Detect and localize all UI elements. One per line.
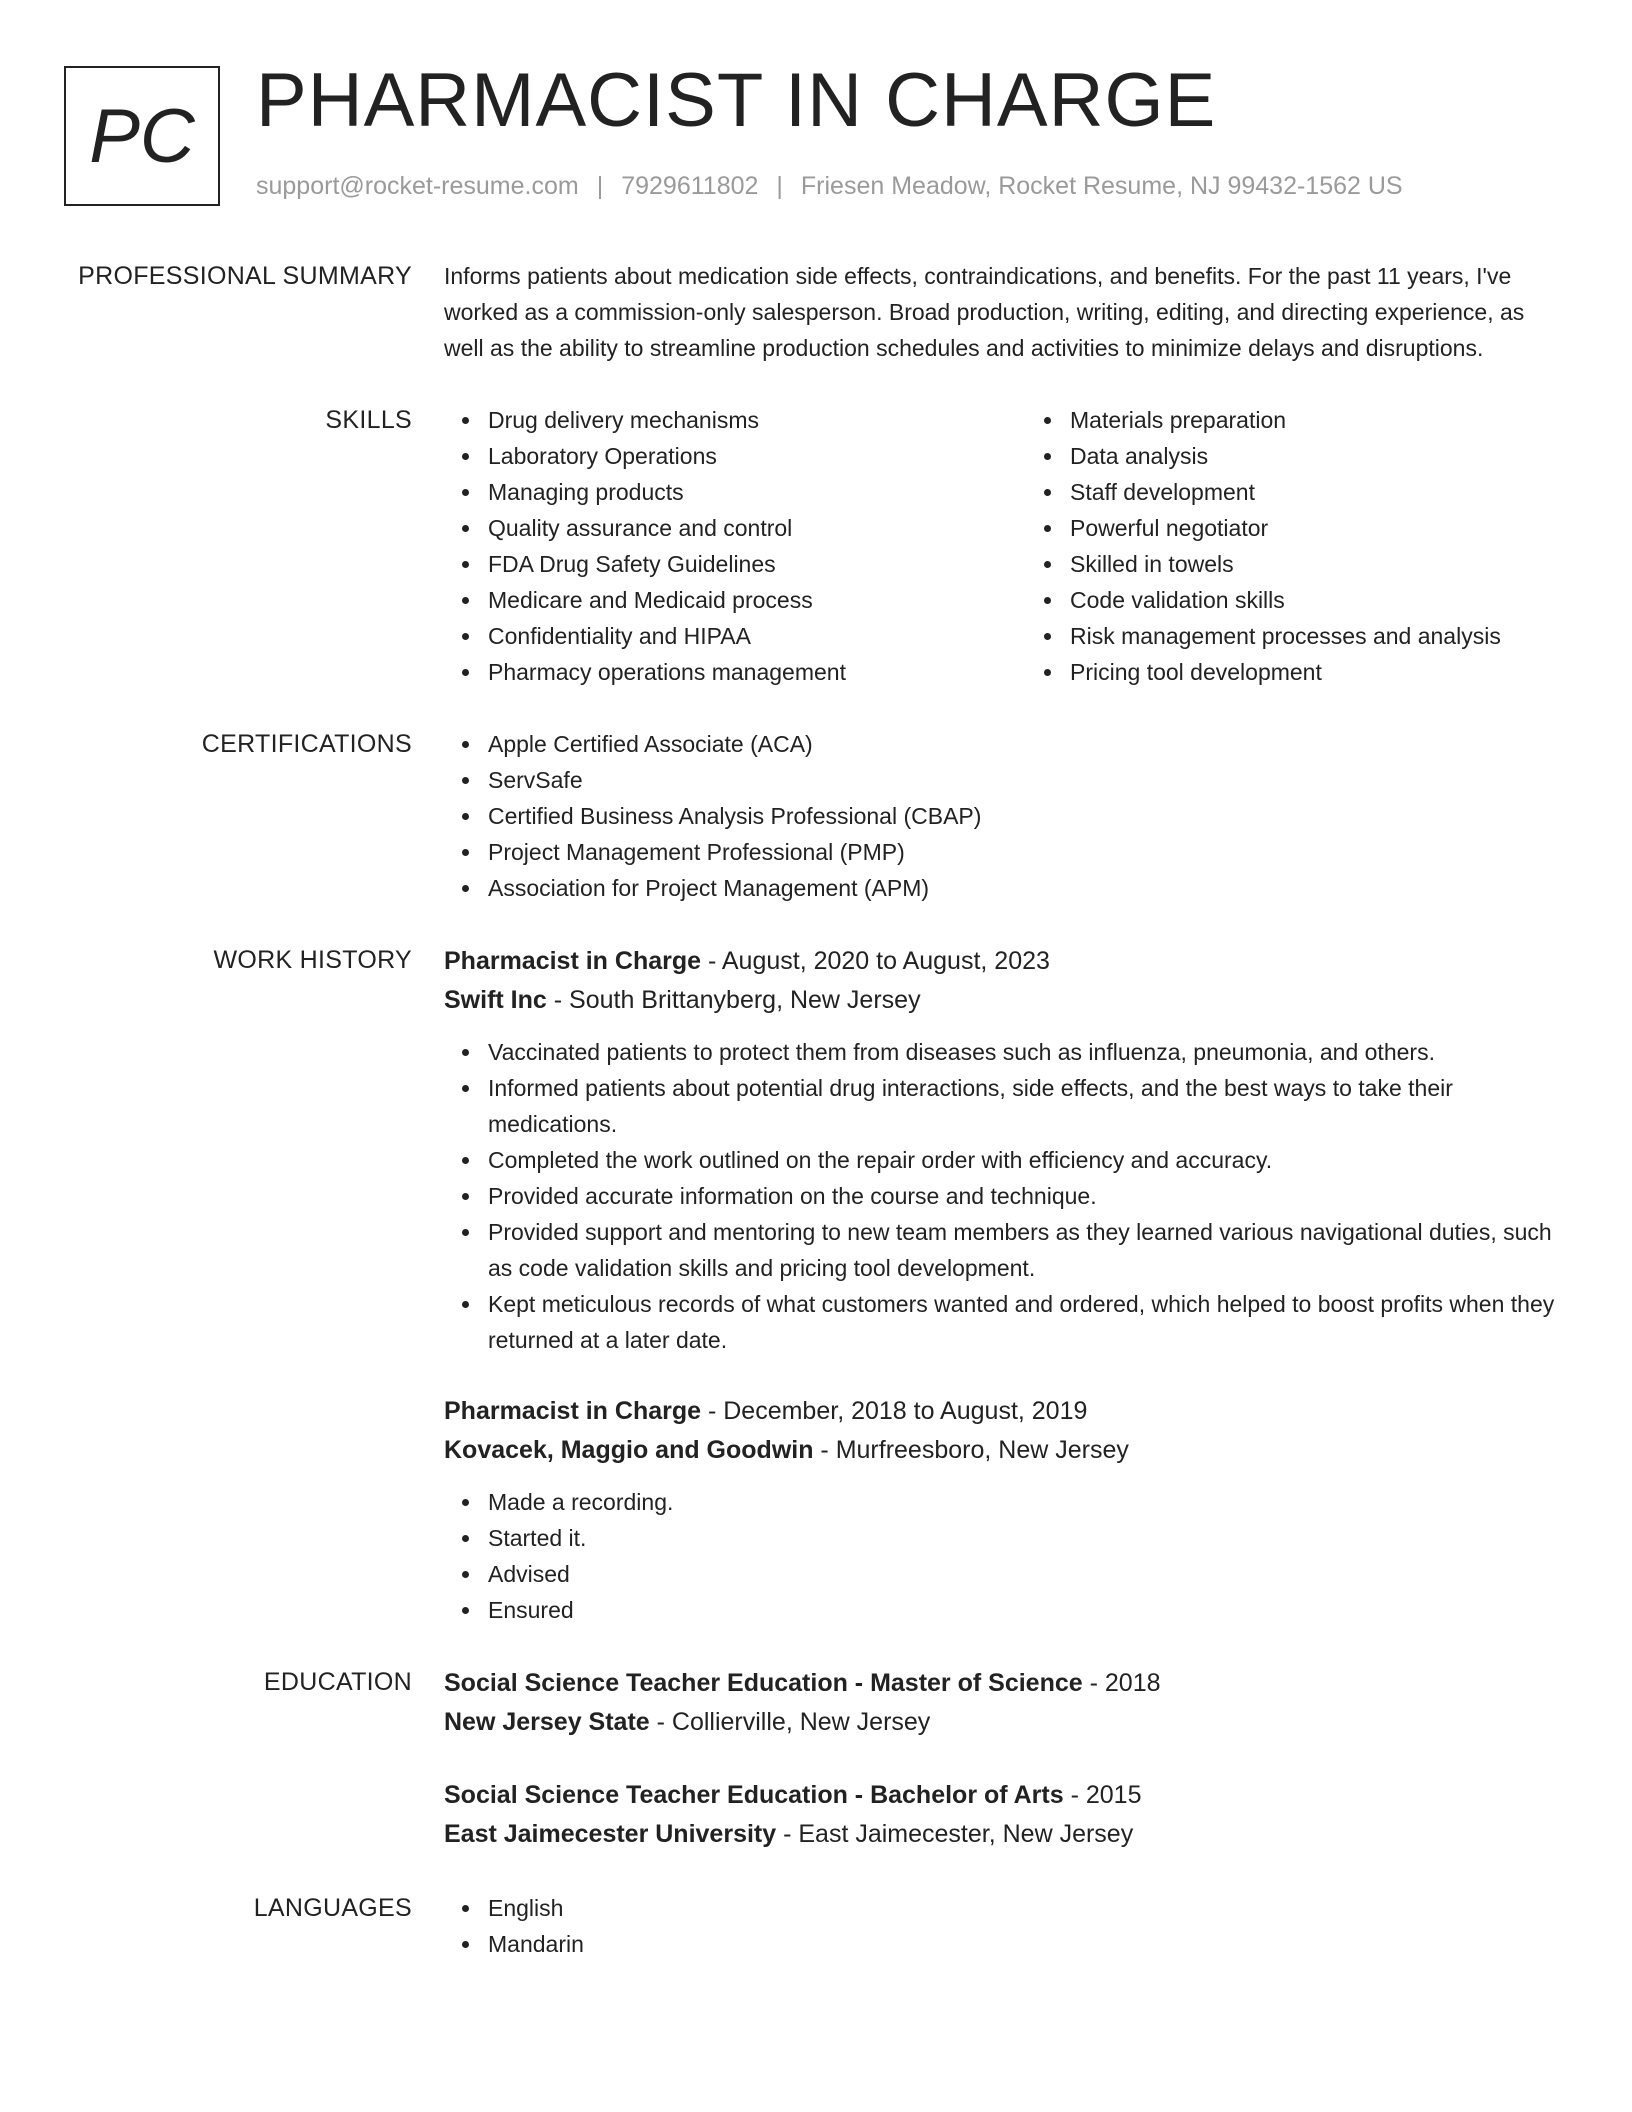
education-school: East Jaimecester University bbox=[444, 1820, 777, 1848]
certification-item: Apple Certified Associate (ACA) bbox=[488, 726, 1564, 762]
certifications-list bbox=[444, 726, 1564, 906]
education-school: New Jersey State bbox=[444, 1708, 650, 1736]
education-degree-line bbox=[444, 1776, 1564, 1815]
skill-item: Materials preparation bbox=[1070, 402, 1564, 438]
job-duty-item: Vaccinated patients to protect them from diseases such as influenza, pneumonia, and others. bbox=[488, 1034, 1564, 1070]
skill-item: FDA Drug Safety Guidelines bbox=[488, 546, 982, 582]
section-label: WORK HISTORY bbox=[213, 946, 412, 974]
skill-item: Pricing tool development bbox=[1070, 654, 1564, 690]
skill-item: Managing products bbox=[488, 474, 982, 510]
certification-item: Project Management Professional (PMP) bbox=[488, 834, 1564, 870]
skill-item: Confidentiality and HIPAA bbox=[488, 618, 982, 654]
job-duty-item: Advised bbox=[488, 1556, 1564, 1592]
education-school-line bbox=[444, 1815, 1564, 1854]
summary-text: Informs patients about medication side effects, contraindications, and benefits. For the past 11 years, I've worked as a commission-only salesperson. Broad production, writing, editing, and directing experience, as well as the ability to streamline production schedules and activities to minimize delays and disruptions. bbox=[444, 263, 1525, 361]
section-skills bbox=[0, 402, 1632, 690]
job-duty-item: Kept meticulous records of what customers wanted and ordered, which helped to boost profits when they returned at a later date. bbox=[488, 1286, 1564, 1358]
skill-item: Skilled in towels bbox=[1070, 546, 1564, 582]
certification-item: Certified Business Analysis Professional (CBAP) bbox=[488, 798, 1564, 834]
skill-item: Powerful negotiator bbox=[1070, 510, 1564, 546]
contact-separator: | bbox=[776, 172, 783, 200]
section-label: PROFESSIONAL SUMMARY bbox=[78, 262, 412, 290]
job-duty-item: Informed patients about potential drug interactions, side effects, and the best ways to take their medications. bbox=[488, 1070, 1564, 1142]
education-year: - 2015 bbox=[1063, 1781, 1142, 1809]
section-content bbox=[444, 942, 1564, 1628]
skills-list-left bbox=[444, 402, 982, 690]
section-label: SKILLS bbox=[325, 406, 412, 434]
section-content bbox=[444, 1890, 1564, 1962]
contact-phone: 7929611802 bbox=[621, 172, 759, 200]
job-title-line bbox=[444, 942, 1564, 981]
initials-monogram: PC bbox=[64, 66, 220, 206]
job-location: - South Brittanyberg, New Jersey bbox=[546, 986, 921, 1014]
education-degree-line bbox=[444, 1664, 1564, 1703]
job-duties bbox=[444, 1484, 1564, 1628]
section-label: LANGUAGES bbox=[253, 1894, 412, 1922]
skill-item: Data analysis bbox=[1070, 438, 1564, 474]
job-entry bbox=[444, 1392, 1564, 1628]
contact-address: Friesen Meadow, Rocket Resume, NJ 99432-1562 US bbox=[800, 172, 1403, 200]
job-company-line bbox=[444, 981, 1564, 1020]
job-duty-item: Ensured bbox=[488, 1592, 1564, 1628]
job-company: Kovacek, Maggio and Goodwin bbox=[444, 1436, 814, 1464]
education-degree: Social Science Teacher Education - Master of Science bbox=[444, 1669, 1083, 1697]
section-label: CERTIFICATIONS bbox=[201, 730, 412, 758]
job-duty-item: Provided support and mentoring to new team members as they learned various navigational duties, such as code validation skills and pricing tool development. bbox=[488, 1214, 1564, 1286]
resume-sections bbox=[0, 258, 1632, 1998]
skill-item: Quality assurance and control bbox=[488, 510, 982, 546]
job-duties bbox=[444, 1034, 1564, 1358]
certification-item: Association for Project Management (APM) bbox=[488, 870, 1564, 906]
education-entry bbox=[444, 1776, 1564, 1854]
section-languages bbox=[0, 1890, 1632, 1962]
skill-item: Code validation skills bbox=[1070, 582, 1564, 618]
job-duty-item: Started it. bbox=[488, 1520, 1564, 1556]
education-entry bbox=[444, 1664, 1564, 1742]
certification-item: ServSafe bbox=[488, 762, 1564, 798]
section-work-history bbox=[0, 942, 1632, 1628]
education-year: - 2018 bbox=[1082, 1669, 1161, 1697]
languages-list bbox=[444, 1890, 1564, 1962]
section-label: EDUCATION bbox=[263, 1668, 412, 1696]
section-content bbox=[444, 726, 1564, 906]
section-education bbox=[0, 1664, 1632, 1854]
skill-item: Drug delivery mechanisms bbox=[488, 402, 982, 438]
job-dates: - December, 2018 to August, 2019 bbox=[701, 1397, 1088, 1425]
section-content bbox=[444, 1664, 1564, 1854]
education-location: - Collierville, New Jersey bbox=[649, 1708, 931, 1736]
candidate-name: PHARMACIST IN CHARGE bbox=[256, 58, 1217, 143]
job-duty-item: Completed the work outlined on the repair order with efficiency and accuracy. bbox=[488, 1142, 1564, 1178]
job-dates: - August, 2020 to August, 2023 bbox=[701, 947, 1050, 975]
skill-item: Pharmacy operations management bbox=[488, 654, 982, 690]
job-duty-item: Made a recording. bbox=[488, 1484, 1564, 1520]
section-content bbox=[444, 258, 1564, 366]
skills-list-right bbox=[1026, 402, 1564, 690]
job-entry bbox=[444, 942, 1564, 1358]
education-school-line bbox=[444, 1703, 1564, 1742]
job-location: - Murfreesboro, New Jersey bbox=[813, 1436, 1129, 1464]
section-professional-summary bbox=[0, 258, 1632, 366]
job-title-line bbox=[444, 1392, 1564, 1431]
contact-email: support@rocket-resume.com bbox=[256, 172, 579, 200]
language-item: Mandarin bbox=[488, 1926, 1564, 1962]
skill-item: Risk management processes and analysis bbox=[1070, 618, 1564, 654]
job-title: Pharmacist in Charge bbox=[444, 1397, 702, 1425]
skill-item: Medicare and Medicaid process bbox=[488, 582, 982, 618]
education-location: - East Jaimecester, New Jersey bbox=[776, 1820, 1134, 1848]
section-certifications bbox=[0, 726, 1632, 906]
job-company: Swift Inc bbox=[444, 986, 547, 1014]
skill-item: Laboratory Operations bbox=[488, 438, 982, 474]
contact-line bbox=[256, 172, 1403, 201]
job-duty-item: Provided accurate information on the course and technique. bbox=[488, 1178, 1564, 1214]
skills-columns bbox=[444, 402, 1564, 690]
education-degree: Social Science Teacher Education - Bachelor of Arts bbox=[444, 1781, 1064, 1809]
contact-separator: | bbox=[596, 172, 604, 200]
job-company-line bbox=[444, 1431, 1564, 1470]
skill-item: Staff development bbox=[1070, 474, 1564, 510]
language-item: English bbox=[488, 1890, 1564, 1926]
job-title: Pharmacist in Charge bbox=[444, 947, 702, 975]
